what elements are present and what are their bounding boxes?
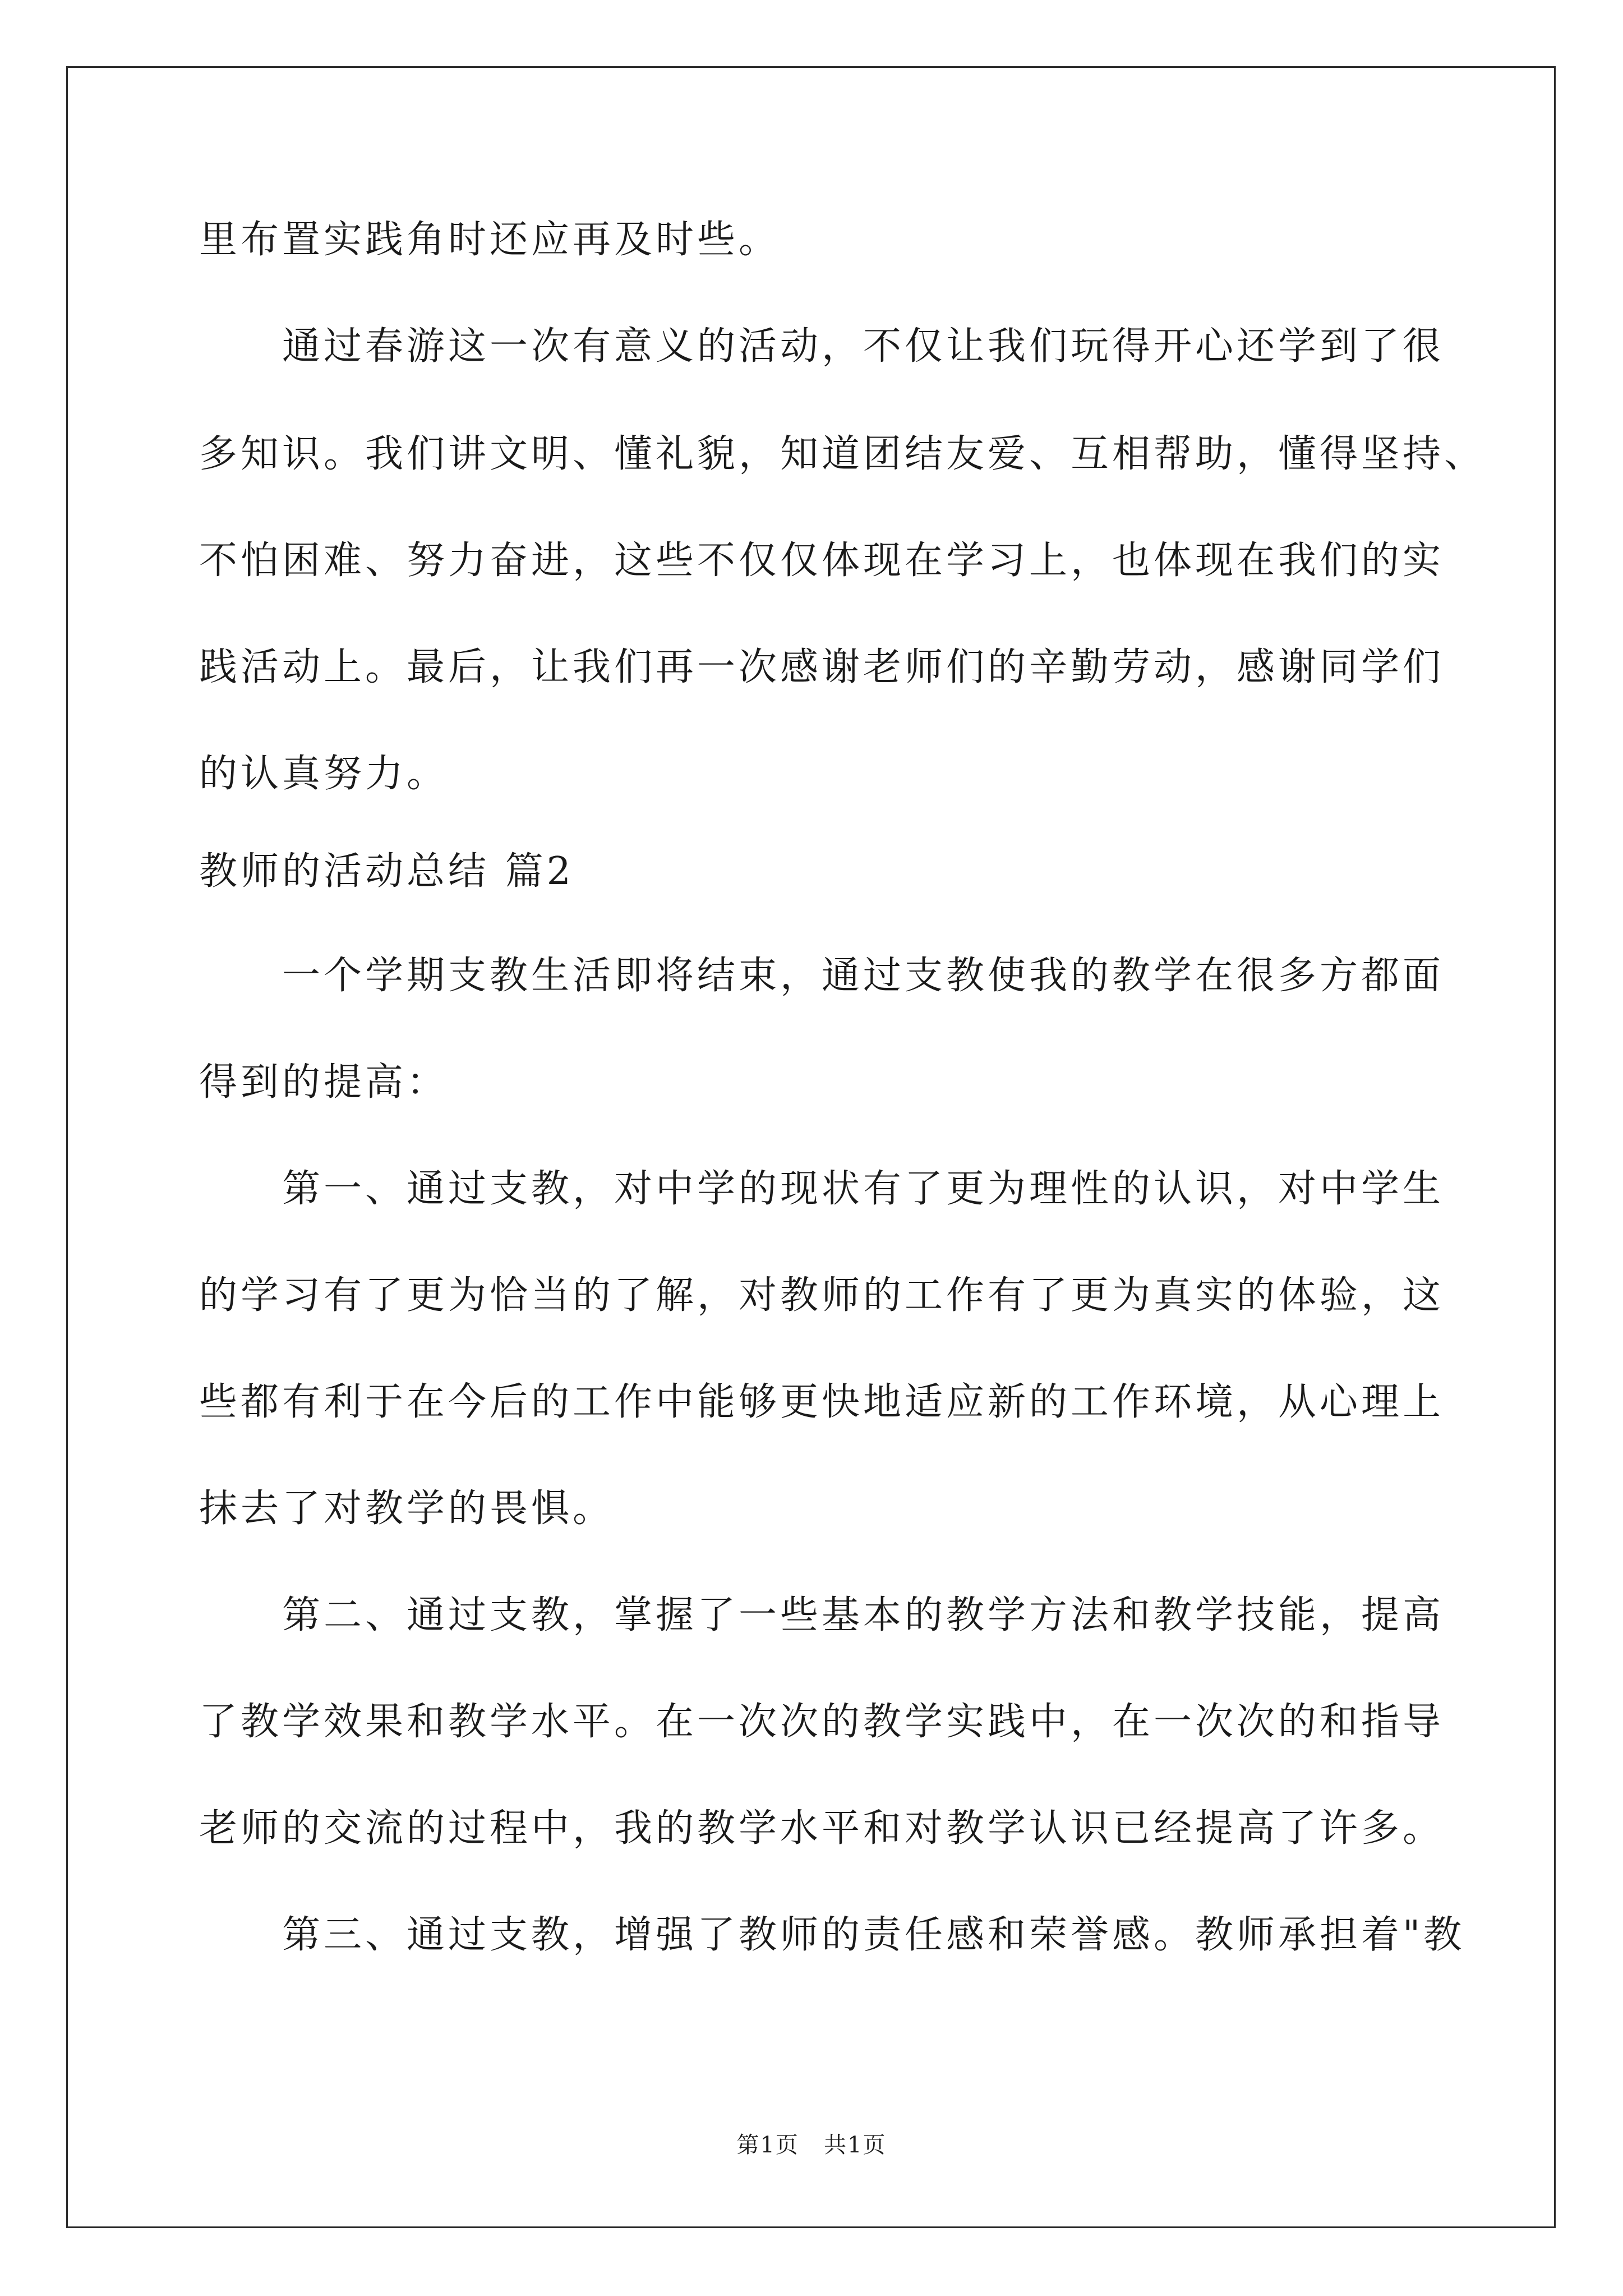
text-line: 了教学效果和教学水平。在一次次的教学实践中，在一次次的和指导 [199,1700,1445,1744]
text-line: 践活动上。最后，让我们再一次感谢老师们的辛勤劳动，感谢同学们 [199,645,1445,689]
text-line: 的认真努力。 [199,752,449,796]
text-line: 些都有利于在今后的工作中能够更快地适应新的工作环境，从心理上 [199,1380,1445,1424]
paragraph-line: 通过春游这一次有意义的活动，不仅让我们玩得开心还学到了很 [282,324,1445,369]
paragraph-line: 第三、通过支教，增强了教师的责任感和荣誉感。教师承担着"教 [282,1913,1465,1957]
paragraph-line: 第二、通过支教，掌握了一些基本的教学方法和教学技能，提高 [282,1593,1445,1637]
page-footer: 第1页 共1页 [736,2132,887,2158]
paragraph-line: 第一、通过支教，对中学的现状有了更为理性的认识，对中学生 [282,1167,1445,1211]
text-line: 抹去了对教学的畏惧。 [199,1487,615,1531]
section-heading: 教师的活动总结 篇2 [199,849,574,894]
text-line: 老师的交流的过程中，我的教学水平和对教学认识已经提高了许多。 [199,1806,1445,1851]
text-line: 不怕困难、努力奋进，这些不仅仅体现在学习上，也体现在我们的实 [199,539,1445,583]
page-border [66,66,1556,2228]
text-line: 的学习有了更为恰当的了解，对教师的工作有了更为真实的体验，这 [199,1273,1445,1318]
paragraph-line: 一个学期支教生活即将结束，通过支教使我的教学在很多方都面 [282,954,1445,998]
text-line: 里布置实践角时还应再及时些。 [199,218,781,262]
text-line: 多知识。我们讲文明、懂礼貌，知道团结友爱、互相帮助，懂得坚持、 [199,432,1486,476]
text-line: 得到的提高： [199,1060,449,1105]
